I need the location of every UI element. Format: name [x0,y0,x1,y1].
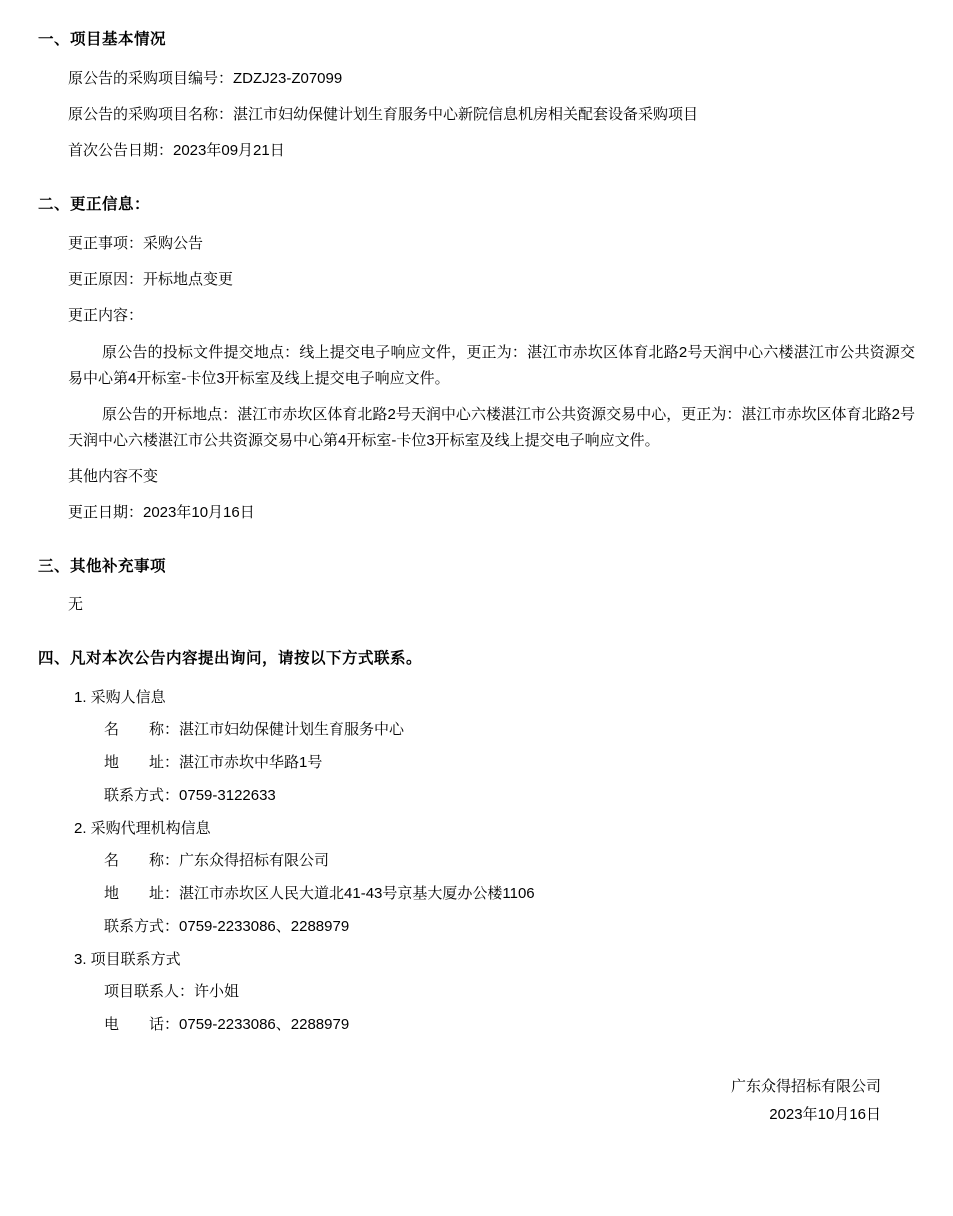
purchaser-name-field [38,718,915,742]
field-value: 湛江市赤坎中华路1号 [179,754,323,772]
agency-name-field [38,849,915,873]
field-value: 湛江市妇幼保健计划生育服务中心 [179,721,405,739]
correction-date-line: 更正日期：2023年10月16日 [68,503,255,521]
correction-paragraph-submission-location: 原公告的投标文件提交地点：线上提交电子响应文件，更正为：湛江市赤坎区体育北路2号天润中心六楼湛江市公共资源交易中心第4开标室-卡位3开标室及线上提交电子响应文件。 [68,343,915,387]
section-correction-info [38,193,915,525]
project-contact-phone-field [38,1013,915,1037]
contact-group-agency [38,817,915,939]
first-announcement-date-line: 首次公告日期：2023年09月21日 [68,141,285,159]
other-content-unchanged-line: 其他内容不变 [68,467,159,485]
signature-date: 2023年10月16日 [769,1105,881,1123]
contact-group-purchaser [38,686,915,808]
section-heading: 一、项目基本情况 [38,31,167,48]
field-label: 地 址： [104,885,180,903]
section-heading: 四、凡对本次公告内容提出询问，请按以下方式联系。 [38,650,423,668]
field-label: 项目联系人： [104,983,195,1001]
field-label: 联系方式： [104,918,180,936]
correction-reason-line: 更正原因：开标地点变更 [68,270,234,288]
field-value: 0759-2233086、2288979 [179,1016,350,1034]
correction-item-line: 更正事项：采购公告 [68,234,204,252]
section-heading: 二、更正信息： [38,195,151,213]
section-project-basic-info [38,28,915,163]
section-heading: 三、其他补充事项 [38,557,167,575]
field-label: 联系方式： [104,787,180,805]
agency-phone-field [38,915,915,939]
project-contact-person-field [38,980,915,1004]
project-number-line: 原公告的采购项目编号：ZDZJ23-Z07099 [68,69,343,87]
project-name-line: 原公告的采购项目名称：湛江市妇幼保健计划生育服务中心新院信息机房相关配套设备采购项目 [68,105,699,123]
signature-organization: 广东众得招标有限公司 [730,1078,881,1096]
field-value: 0759-2233086、2288979 [179,918,350,936]
section-contact-info [38,647,915,1037]
contact-group-project [38,948,915,1037]
field-value: 广东众得招标有限公司 [179,852,330,870]
field-value: 许小姐 [194,983,240,1001]
correction-paragraph-bid-opening-location: 原公告的开标地点：湛江市赤坎区体育北路2号天润中心六楼湛江市公共资源交易中心，更正为：湛江市赤坎区体育北路2号天润中心六楼湛江市公共资源交易中心第4开标室-卡位3开标室及线上提交电子响应文件。 [68,406,915,450]
section-other-supplementary [38,555,915,618]
field-label: 地 址： [104,754,180,772]
correction-content-label: 更正内容： [68,306,144,324]
supplementary-content-line: 无 [68,596,84,614]
field-value: 0759-3122633 [179,787,276,805]
purchaser-address-field [38,751,915,775]
contact-group-title: 3. 项目联系方式 [74,951,181,969]
field-label: 名 称： [104,721,180,739]
agency-address-field [38,882,915,906]
field-label: 电 话： [104,1016,180,1034]
contact-group-title: 1. 采购人信息 [74,689,166,707]
field-value: 湛江市赤坎区人民大道北41-43号京基大厦办公楼1106 [179,885,535,903]
purchaser-phone-field [38,784,915,808]
signature-block [38,1073,915,1129]
field-label: 名 称： [104,852,180,870]
contact-group-title: 2. 采购代理机构信息 [74,820,211,838]
